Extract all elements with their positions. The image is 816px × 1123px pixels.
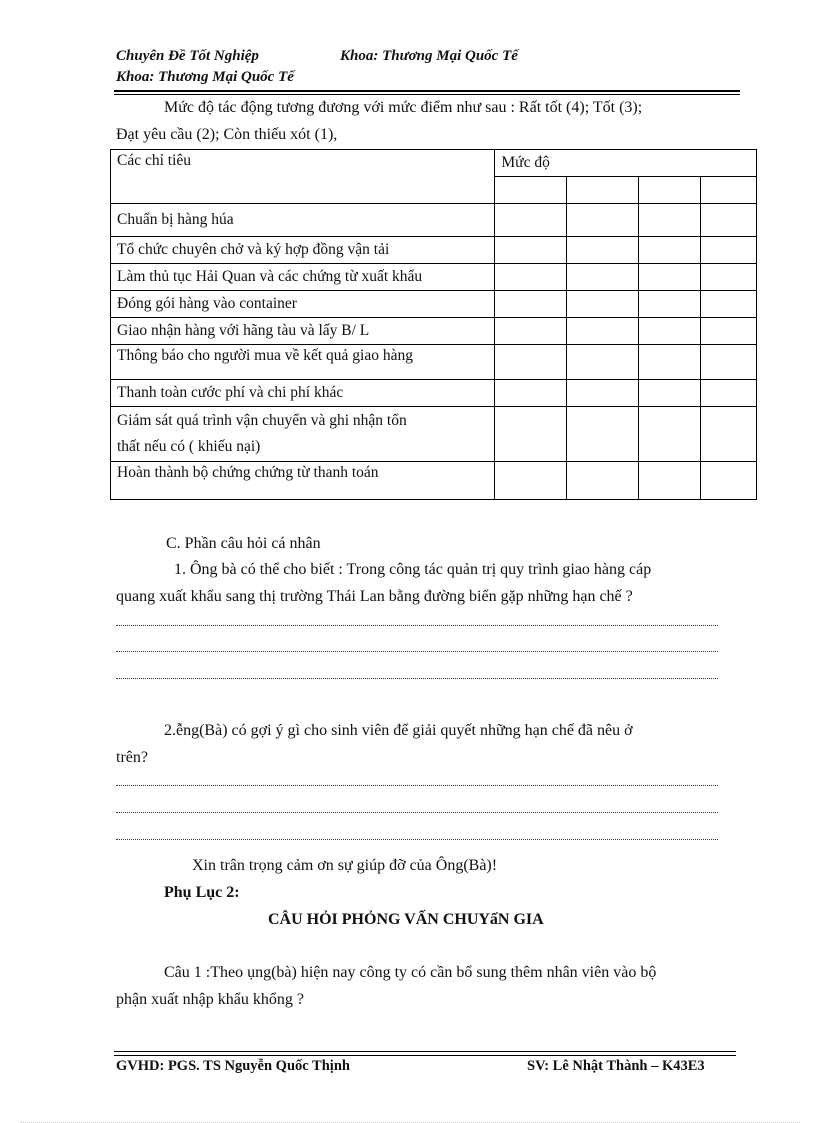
answer-line[interactable] (116, 678, 718, 679)
table-row (111, 291, 757, 318)
rating-cell (639, 345, 701, 380)
rating-cell (567, 264, 639, 291)
criteria-cell (111, 407, 495, 462)
table-row (111, 237, 757, 264)
question-1-line-2: quang xuất khẩu sang thị trường Thái Lan bằng đường biển gặp những hạn chế ? (116, 588, 633, 605)
criteria-cell: Thanh toàn cước phí và chi phí khác (111, 380, 495, 407)
level-header: Mức độ (495, 150, 757, 177)
table-row (111, 462, 757, 500)
rating-cell (495, 204, 567, 237)
answer-line[interactable] (116, 625, 718, 626)
question-2-line-1: 2.ễng(Bà) có gợi ý gì cho sinh viên để giải quyết những hạn chế đã nêu ở (164, 722, 633, 739)
appendix-question-1-line-1: Câu 1 :Theo ụng(bà) hiện nay công ty có cần bổ sung thêm nhân viên vào bộ (164, 964, 657, 981)
rating-cell (701, 291, 757, 318)
thanks-text: Xin trân trọng cảm ơn sự giúp đỡ của Ông(Bà)! (192, 857, 498, 874)
question-1-line-1: 1. Ông bà có thể cho biết : Trong công tác quản trị quy trình giao hàng cáp (174, 561, 652, 578)
table-header-row (111, 150, 757, 177)
rating-cell (567, 462, 639, 500)
table-row (111, 407, 757, 462)
rating-cell (567, 237, 639, 264)
rating-cell (495, 291, 567, 318)
rating-cell (495, 462, 567, 500)
rating-cell (495, 407, 567, 462)
header-rule (114, 90, 740, 92)
rating-cell (639, 318, 701, 345)
level-cell (701, 177, 757, 204)
rating-cell (567, 407, 639, 462)
rating-cell (639, 407, 701, 462)
level-cell (495, 177, 567, 204)
rating-cell (639, 264, 701, 291)
answer-line[interactable] (116, 785, 718, 786)
criteria-cell: Thông báo cho người mua về kết quả giao hàng (111, 345, 495, 380)
table-row (111, 264, 757, 291)
criteria-cell: Tổ chức chuyên chở và ký hợp đồng vận tải (111, 237, 495, 264)
rating-cell (639, 204, 701, 237)
rating-cell (639, 380, 701, 407)
criteria-cell: Giao nhận hàng với hãng tàu và lấy B/ L (111, 318, 495, 345)
rating-cell (567, 204, 639, 237)
rating-cell (701, 380, 757, 407)
appendix-question-1-line-2: phận xuất nhập khẩu khổng ? (116, 991, 304, 1008)
section-c-title: C. Phần câu hỏi cá nhân (166, 535, 321, 552)
rating-cell (495, 264, 567, 291)
table-row (111, 345, 757, 380)
footer-rule (114, 1051, 736, 1052)
rating-cell (701, 345, 757, 380)
table-row (111, 204, 757, 237)
criteria-cell: Hoàn thành bộ chứng chứng từ thanh toán (111, 462, 495, 500)
criteria-text-line-1: Giám sát quá trình vận chuyển và ghi nhận tổn (117, 412, 407, 429)
survey-table (110, 149, 757, 500)
rating-cell (567, 318, 639, 345)
answer-line[interactable] (116, 651, 718, 652)
rating-cell (495, 345, 567, 380)
intro-line-1: Mức độ tác động tương đương với mức điểm như sau : Rất tốt (4); Tốt (3); (164, 99, 643, 116)
footer-supervisor: GVHD: PGS. TS Nguyễn Quốc Thịnh (116, 1058, 350, 1074)
header-faculty-line2: Khoa: Thương Mại Quốc Tế (116, 69, 294, 85)
rating-cell (701, 407, 757, 462)
rating-cell (567, 380, 639, 407)
rating-cell (639, 462, 701, 500)
rating-cell (495, 237, 567, 264)
question-2-line-2: trên? (116, 749, 148, 766)
intro-line-2: Đạt yêu cầu (2); Còn thiếu xót (1), (116, 126, 338, 143)
answer-line[interactable] (116, 839, 718, 840)
rating-cell (701, 264, 757, 291)
header-faculty: Khoa: Thương Mại Quốc Tế (340, 48, 518, 64)
rating-cell (701, 237, 757, 264)
level-cell (639, 177, 701, 204)
criteria-cell: Chuẩn bị hàng húa (111, 204, 495, 237)
criteria-header: Các chỉ tiêu (111, 150, 495, 204)
footer-student: SV: Lê Nhật Thành – K43E3 (527, 1058, 705, 1074)
rating-cell (495, 380, 567, 407)
table-row (111, 318, 757, 345)
table-row (111, 380, 757, 407)
rating-cell (567, 291, 639, 318)
header-title: Chuyên Đề Tốt Nghiệp (116, 48, 259, 64)
appendix-label: Phụ Lục 2: (164, 884, 240, 901)
level-cell (567, 177, 639, 204)
rating-cell (639, 291, 701, 318)
criteria-text-line-2: thất nếu có ( khiếu nại) (117, 438, 261, 455)
rating-cell (701, 462, 757, 500)
rating-cell (495, 318, 567, 345)
rating-cell (567, 345, 639, 380)
answer-line[interactable] (116, 812, 718, 813)
appendix-title: CÂU HỎI PHỎNG VẤN CHUYấN GIA (268, 911, 544, 928)
criteria-cell: Đóng gói hàng vào container (111, 291, 495, 318)
rating-cell (701, 318, 757, 345)
rating-cell (639, 237, 701, 264)
criteria-cell: Làm thủ tục Hải Quan và các chứng từ xuất khẩu (111, 264, 495, 291)
rating-cell (701, 204, 757, 237)
footer-rule-second (114, 1055, 736, 1056)
